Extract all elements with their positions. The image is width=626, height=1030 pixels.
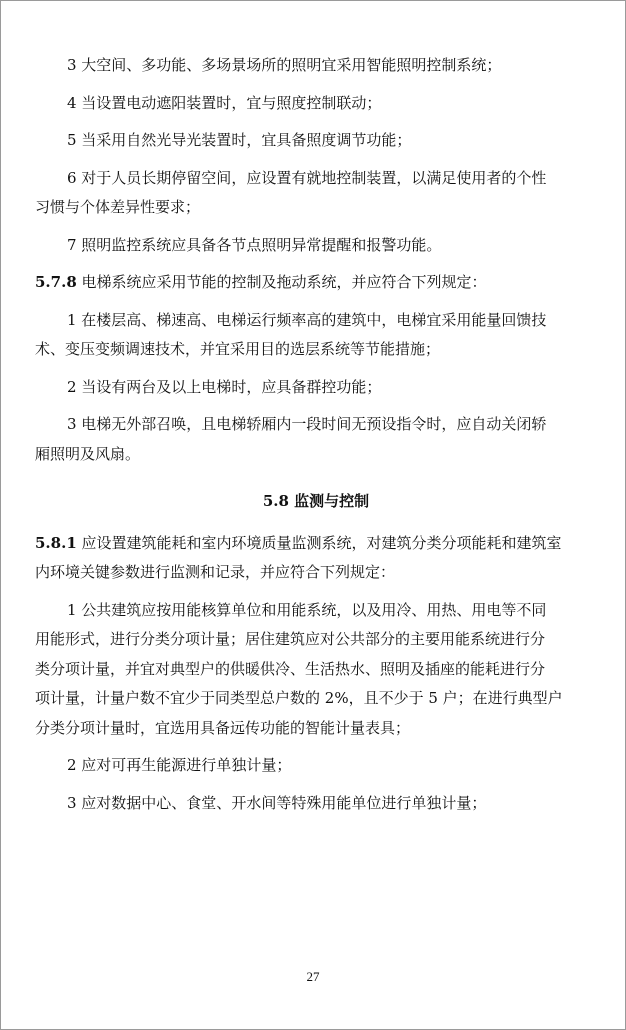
clause-number: 5.8.1 xyxy=(35,533,77,552)
page-content xyxy=(35,43,597,818)
list-item xyxy=(35,126,597,156)
text-line: 厢照明及风扇。 xyxy=(35,444,141,463)
text-line: 分类分项计量时，宜选用具备远传功能的智能计量表具； xyxy=(35,718,411,737)
text-line: 2 当设有两台及以上电梯时，应具备群控功能； xyxy=(67,377,382,396)
clause-5-8-1 xyxy=(35,529,597,588)
clause-text: 电梯系统应采用节能的控制及拖动系统，并应符合下列规定： xyxy=(81,273,487,291)
list-item xyxy=(35,373,597,403)
list-item xyxy=(35,89,597,119)
page-number: 27 xyxy=(306,969,320,984)
clause-text: 应设置建筑能耗和室内环境质量监测系统，对建筑分类分项能耗和建筑室 xyxy=(81,533,562,552)
list-item xyxy=(35,164,597,223)
clause-5-7-8 xyxy=(35,268,597,298)
text-line: 类分项计量，并宜对典型户的供暖供冷、生活热水、照明及插座的能耗进行分 xyxy=(35,659,546,678)
text-line: 3 电梯无外部召唤，且电梯轿厢内一段时间无预设指令时，应自动关闭轿 xyxy=(67,415,547,433)
list-item xyxy=(35,231,597,261)
text-line: 项计量，计量户数不宜少于同类型总户数的 2%，且不少于 5 户；在进行典型户 xyxy=(35,689,563,707)
text-line: 5 当采用自然光导光装置时，宜具备照度调节功能； xyxy=(67,131,412,149)
text-line: 1 公共建筑应按用能核算单位和用能系统，以及用冷、用热、用电等不同 xyxy=(67,600,547,619)
list-item xyxy=(35,596,597,744)
text-line: 用能形式，进行分类分项计量；居住建筑应对公共部分的主要用能系统进行分 xyxy=(35,630,546,648)
clause-number: 5.7.8 xyxy=(35,273,77,291)
text-line: 2 应对可再生能源进行单独计量； xyxy=(67,756,292,774)
text-line: 3 应对数据中心、食堂、开水间等特殊用能单位进行单独计量； xyxy=(67,793,487,812)
list-item xyxy=(35,410,597,469)
text-line: 术、变压变频调速技术，并宜采用目的选层系统等节能措施； xyxy=(35,340,441,358)
text-line: 习惯与个体差异性要求； xyxy=(35,198,201,216)
text-line: 6 对于人员长期停留空间，应设置有就地控制装置，以满足使用者的个性 xyxy=(67,168,547,187)
text-line: 内环境关键参数进行监测和记录，并应符合下列规定： xyxy=(35,563,396,581)
list-item xyxy=(35,789,597,819)
list-item xyxy=(35,751,597,781)
text-line: 4 当设置电动遮阳装置时，宜与照度控制联动； xyxy=(67,93,382,112)
text-line: 1 在楼层高、梯速高、电梯运行频率高的建筑中，电梯宜采用能量回馈技 xyxy=(67,310,547,329)
text-line: 3 大空间、多功能、多场景场所的照明宜采用智能照明控制系统； xyxy=(67,56,502,74)
list-item xyxy=(35,306,597,365)
text-line: 7 照明监控系统应具备各节点照明异常提醒和报警功能。 xyxy=(67,235,442,254)
list-item xyxy=(35,51,597,81)
section-heading: 5.8 监测与控制 xyxy=(262,492,370,510)
